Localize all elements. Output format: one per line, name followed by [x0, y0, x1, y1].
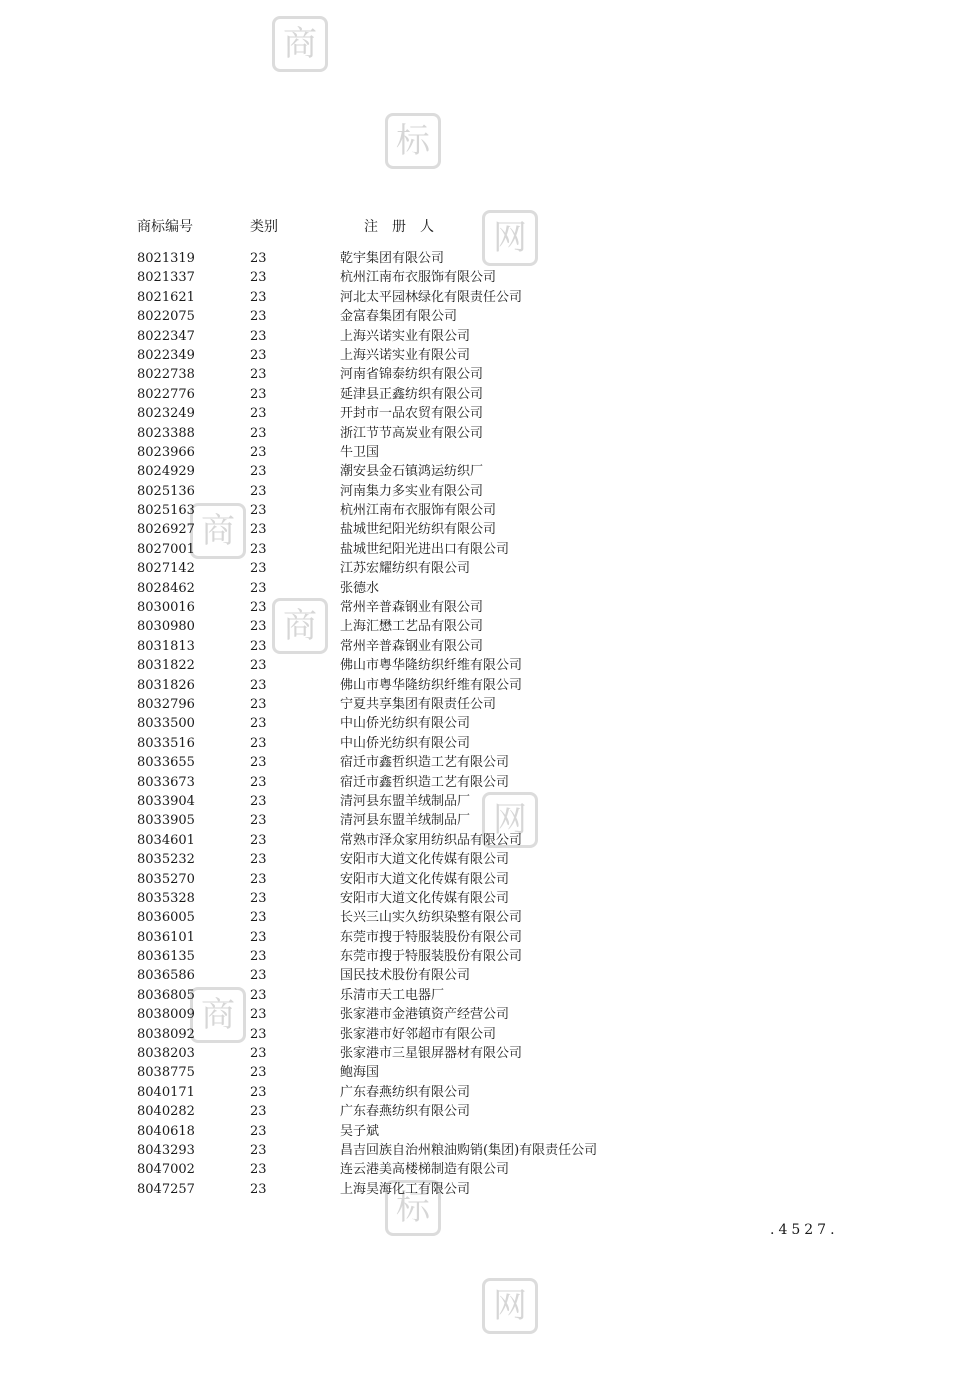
class-number: 23: [250, 425, 267, 441]
trademark-number: 8035232: [137, 852, 195, 868]
table-row: [137, 617, 737, 636]
trademark-number: 8033655: [137, 755, 195, 771]
table-row: [137, 404, 737, 423]
class-number: 23: [250, 832, 267, 848]
table-row: [137, 1025, 737, 1044]
table-row: [137, 249, 737, 268]
class-number: 23: [250, 270, 267, 286]
table-row: [137, 327, 737, 346]
table-row: [137, 540, 737, 559]
trademark-number: 8035328: [137, 890, 195, 906]
registrant-name: 安阳市大道文化传媒有限公司: [340, 890, 510, 906]
registrant-name: 上海兴诺实业有限公司: [340, 347, 471, 363]
class-number: 23: [250, 347, 267, 363]
trademark-number: 8023249: [137, 406, 195, 422]
registrant-name: 潮安县金石镇鸿运纺织厂: [340, 464, 484, 480]
registrant-name: 上海昊海化工有限公司: [340, 1181, 471, 1197]
class-number: 23: [250, 1142, 267, 1158]
class-number: 23: [250, 251, 267, 266]
records-list: [137, 249, 737, 1199]
trademark-number: 8036805: [137, 987, 195, 1003]
table-row: [137, 1180, 737, 1199]
class-number: 23: [250, 910, 267, 926]
registrant-name: 盐城世纪阳光进出口有限公司: [340, 541, 510, 557]
table-row: [137, 1044, 737, 1063]
registrant-name: 浙江节节高炭业有限公司: [340, 425, 484, 441]
table-header: [137, 216, 697, 236]
trademark-number: 8038092: [137, 1026, 195, 1042]
registrant-name: 河南集力多实业有限公司: [340, 483, 484, 499]
class-number: 23: [250, 522, 267, 538]
class-number: 23: [250, 658, 267, 674]
table-row: [137, 734, 737, 753]
registrant-name: 上海汇懋工艺品有限公司: [340, 619, 484, 635]
registrant-name: 金富春集团有限公司: [340, 309, 458, 325]
class-number: 23: [250, 852, 267, 868]
watermark-glyph: 标: [396, 1188, 430, 1228]
table-row: [137, 831, 737, 850]
table-row: [137, 947, 737, 966]
watermark-glyph: 商: [201, 511, 235, 551]
table-row: [137, 1005, 737, 1024]
trademark-number: 8040171: [137, 1084, 195, 1100]
class-number: 23: [250, 1007, 267, 1023]
registrant-name: 河南省锦泰纺织有限公司: [340, 367, 484, 383]
trademark-number: 8034601: [137, 832, 195, 848]
trademark-number: 8022347: [137, 328, 195, 344]
trademark-number: 8027001: [137, 541, 195, 557]
watermark-stamp: [272, 16, 328, 72]
registrant-name: 张家港市金港镇资产经营公司: [340, 1007, 510, 1023]
trademark-number: 8047002: [137, 1162, 195, 1178]
header-class: 类别: [250, 219, 278, 235]
registrant-name: 延津县正鑫纺织有限公司: [340, 386, 484, 402]
table-row: [137, 1122, 737, 1141]
table-row: [137, 1063, 737, 1082]
trademark-number: 8035270: [137, 871, 195, 887]
registrant-name: 广东春燕纺织有限公司: [340, 1084, 471, 1100]
class-number: 23: [250, 1162, 267, 1178]
table-row: [137, 385, 737, 404]
table-row: [137, 850, 737, 869]
class-number: 23: [250, 328, 267, 344]
class-number: 23: [250, 1026, 267, 1042]
watermark-glyph: 网: [493, 1286, 527, 1326]
table-row: [137, 482, 737, 501]
class-number: 23: [250, 580, 267, 596]
registrant-name: 杭州江南布衣服饰有限公司: [340, 270, 497, 286]
registrant-name: 国民技术股份有限公司: [340, 968, 471, 984]
class-number: 23: [250, 755, 267, 771]
registrant-name: 张家港市三星银屏器材有限公司: [340, 1046, 523, 1062]
watermark-glyph: 商: [201, 995, 235, 1035]
registrant-name: 上海兴诺实业有限公司: [340, 328, 471, 344]
trademark-number: 8036586: [137, 968, 195, 984]
class-number: 23: [250, 1046, 267, 1062]
trademark-number: 8036005: [137, 910, 195, 926]
table-row: [137, 1160, 737, 1179]
trademark-number: 8022738: [137, 367, 195, 383]
registrant-name: 常熟市泽众家用纺织品有限公司: [340, 832, 523, 848]
table-row: [137, 792, 737, 811]
table-row: [137, 1083, 737, 1102]
registrant-name: 宿迁市鑫哲织造工艺有限公司: [340, 774, 510, 790]
trademark-number: 8040618: [137, 1123, 195, 1139]
trademark-number: 8030980: [137, 619, 195, 635]
trademark-number: 8033905: [137, 813, 195, 829]
watermark-glyph: 商: [283, 606, 317, 646]
class-number: 23: [250, 793, 267, 809]
class-number: 23: [250, 289, 267, 305]
class-number: 23: [250, 735, 267, 751]
table-row: [137, 811, 737, 830]
class-number: 23: [250, 929, 267, 945]
registrant-name: 中山侨光纺织有限公司: [340, 716, 471, 732]
class-number: 23: [250, 464, 267, 480]
class-number: 23: [250, 968, 267, 984]
registrant-name: 宁夏共享集团有限责任公司: [340, 696, 497, 712]
table-row: [137, 462, 737, 481]
registrant-name: 乾宇集团有限公司: [340, 251, 445, 266]
registrant-name: 开封市一品农贸有限公司: [340, 406, 484, 422]
registrant-name: 河北太平园林绿化有限责任公司: [340, 289, 523, 305]
trademark-number: 8025136: [137, 483, 195, 499]
trademark-number: 8023966: [137, 444, 195, 460]
class-number: 23: [250, 813, 267, 829]
registrant-name: 中山侨光纺织有限公司: [340, 735, 471, 751]
class-number: 23: [250, 367, 267, 383]
trademark-number: 8031813: [137, 638, 195, 654]
class-number: 23: [250, 638, 267, 654]
class-number: 23: [250, 541, 267, 557]
registrant-name: 盐城世纪阳光纺织有限公司: [340, 522, 497, 538]
table-row: [137, 753, 737, 772]
trademark-number: 8047257: [137, 1181, 195, 1197]
class-number: 23: [250, 1181, 267, 1197]
table-row: [137, 656, 737, 675]
trademark-number: 8036101: [137, 929, 195, 945]
registrant-name: 昌吉回族自治州粮油购销(集团)有限责任公司: [340, 1142, 598, 1158]
table-row: [137, 637, 737, 656]
trademark-number: 8031826: [137, 677, 195, 693]
registrant-name: 乐清市天工电器厂: [340, 987, 445, 1003]
trademark-number: 8030016: [137, 600, 195, 616]
registrant-name: 安阳市大道文化传媒有限公司: [340, 871, 510, 887]
class-number: 23: [250, 309, 267, 325]
trademark-number: 8033516: [137, 735, 195, 751]
registrant-name: 张家港市好邻超市有限公司: [340, 1026, 497, 1042]
registrant-name: 常州辛普森钢业有限公司: [340, 600, 484, 616]
registrant-name: 东莞市搜于特服装股份有限公司: [340, 949, 523, 965]
trademark-number: 8031822: [137, 658, 195, 674]
trademark-number: 8038009: [137, 1007, 195, 1023]
class-number: 23: [250, 1084, 267, 1100]
trademark-number: 8022075: [137, 309, 195, 325]
watermark-stamp: [385, 113, 441, 169]
table-row: [137, 908, 737, 927]
table-row: [137, 346, 737, 365]
registrant-name: 东莞市搜于特服装股份有限公司: [340, 929, 523, 945]
registrant-name: 牛卫国: [340, 444, 380, 460]
trademark-number: 8038775: [137, 1065, 195, 1081]
trademark-number: 8021337: [137, 270, 195, 286]
watermark-glyph: 标: [396, 121, 430, 161]
class-number: 23: [250, 716, 267, 732]
table-row: [137, 559, 737, 578]
trademark-number: 8025163: [137, 503, 195, 519]
table-row: [137, 501, 737, 520]
class-number: 23: [250, 696, 267, 712]
table-row: [137, 870, 737, 889]
class-number: 23: [250, 1123, 267, 1139]
trademark-number: 8036135: [137, 949, 195, 965]
table-row: [137, 520, 737, 539]
table-row: [137, 676, 737, 695]
trademark-number: 8033500: [137, 716, 195, 732]
table-row: [137, 966, 737, 985]
registrant-name: 连云港美高楼梯制造有限公司: [340, 1162, 510, 1178]
registrant-name: 宿迁市鑫哲织造工艺有限公司: [340, 755, 510, 771]
registrant-name: 佛山市粤华隆纺织纤维有限公司: [340, 658, 523, 674]
registrant-name: 江苏宏耀纺织有限公司: [340, 561, 471, 577]
registrant-name: 鲍海国: [340, 1065, 380, 1081]
class-number: 23: [250, 1065, 267, 1081]
trademark-number: 8022776: [137, 386, 195, 402]
trademark-number: 8033904: [137, 793, 195, 809]
header-trademark-no: 商标编号: [137, 219, 193, 235]
class-number: 23: [250, 386, 267, 402]
class-number: 23: [250, 444, 267, 460]
watermark-stamp: [482, 1278, 538, 1334]
trademark-number: 8026927: [137, 522, 195, 538]
class-number: 23: [250, 503, 267, 519]
registrant-name: 长兴三山实久纺织染整有限公司: [340, 910, 523, 926]
table-row: [137, 1141, 737, 1160]
registrant-name: 吴子斌: [340, 1123, 380, 1139]
trademark-number: 8043293: [137, 1142, 195, 1158]
class-number: 23: [250, 600, 267, 616]
trademark-number: 8040282: [137, 1104, 195, 1120]
class-number: 23: [250, 483, 267, 499]
page-number: .4527.: [770, 1222, 839, 1238]
watermark-glyph: 商: [283, 24, 317, 64]
class-number: 23: [250, 1104, 267, 1120]
table-row: [137, 773, 737, 792]
trademark-number: 8022349: [137, 347, 195, 363]
table-row: [137, 288, 737, 307]
class-number: 23: [250, 406, 267, 422]
registrant-name: 常州辛普森钢业有限公司: [340, 638, 484, 654]
table-row: [137, 424, 737, 443]
table-row: [137, 443, 737, 462]
class-number: 23: [250, 987, 267, 1003]
table-row: [137, 928, 737, 947]
trademark-number: 8032796: [137, 696, 195, 712]
trademark-number: 8038203: [137, 1046, 195, 1062]
registrant-name: 清河县东盟羊绒制品厂: [340, 813, 471, 829]
trademark-number: 8028462: [137, 580, 195, 596]
watermark-glyph: 网: [493, 800, 527, 840]
table-row: [137, 986, 737, 1005]
class-number: 23: [250, 619, 267, 635]
table-row: [137, 579, 737, 598]
table-row: [137, 365, 737, 384]
class-number: 23: [250, 949, 267, 965]
trademark-number: 8023388: [137, 425, 195, 441]
table-row: [137, 598, 737, 617]
registrant-name: 杭州江南布衣服饰有限公司: [340, 503, 497, 519]
table-row: [137, 695, 737, 714]
registrant-name: 安阳市大道文化传媒有限公司: [340, 852, 510, 868]
trademark-number: 8021319: [137, 251, 195, 266]
class-number: 23: [250, 774, 267, 790]
header-registrant: 注册人: [364, 219, 448, 235]
table-row: [137, 714, 737, 733]
registrant-name: 佛山市粤华隆纺织纤维有限公司: [340, 677, 523, 693]
registrant-name: 清河县东盟羊绒制品厂: [340, 793, 471, 809]
trademark-number: 8021621: [137, 289, 195, 305]
table-row: [137, 1102, 737, 1121]
trademark-number: 8033673: [137, 774, 195, 790]
trademark-number: 8027142: [137, 561, 195, 577]
table-row: [137, 889, 737, 908]
watermark-glyph: 网: [493, 218, 527, 258]
class-number: 23: [250, 871, 267, 887]
class-number: 23: [250, 890, 267, 906]
table-row: [137, 307, 737, 326]
trademark-number: 8024929: [137, 464, 195, 480]
registrant-name: 广东春燕纺织有限公司: [340, 1104, 471, 1120]
class-number: 23: [250, 561, 267, 577]
registrant-name: 张德水: [340, 580, 380, 596]
class-number: 23: [250, 677, 267, 693]
table-row: [137, 268, 737, 287]
